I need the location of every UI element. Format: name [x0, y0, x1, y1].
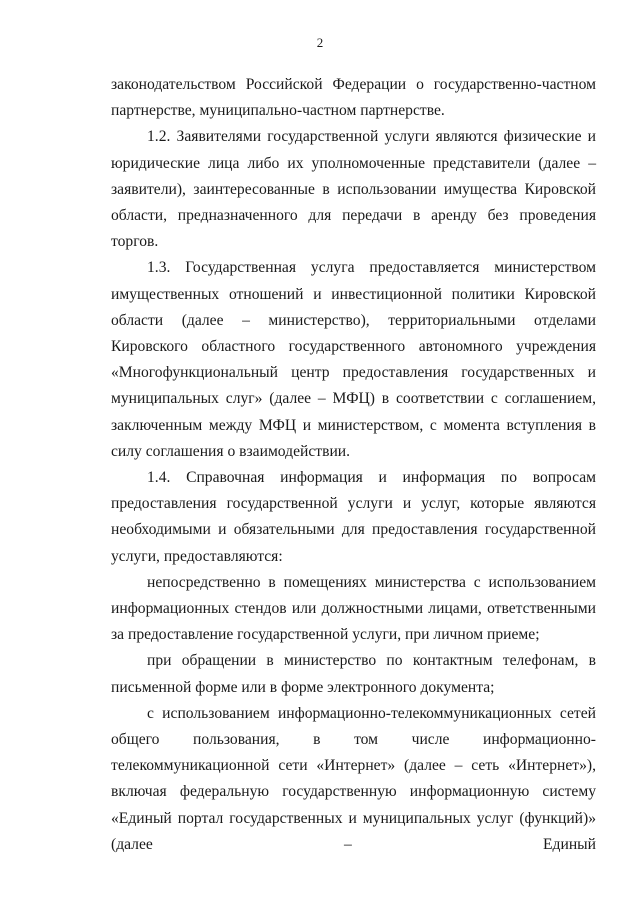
paragraph-continuation: законодательством Российской Федерации о государственно-частном партнерстве, муниципально-частном партнерстве.	[111, 76, 596, 120]
paragraph-1-4: 1.4. Справочная информация и информация по вопросам предоставления государственной услуги и услуг, которые являются необходимыми и обязательными для предоставления государственной услуги, предоставляются:	[111, 469, 596, 565]
document-body	[111, 72, 596, 858]
page-number: 2	[316, 35, 324, 50]
paragraph-internet: с использованием информационно-телекоммуникационных сетей общего пользования, в том числе информационно-телекоммуникационной сети «Интернет» (далее – сеть «Интернет»), включая федеральную государственную информационную систему «Единый портал государственных и муниципальных услуг (функций)» (далее – Единый	[111, 704, 596, 853]
paragraph-in-person: непосредственно в помещениях министерства с использованием информационных стендов или должностными лицами, ответственными за предоставление государственной услуги, при личном приеме;	[111, 573, 596, 644]
paragraph-by-phone: при обращении в министерство по контактным телефонам, в письменной форме или в форме электронного документа;	[111, 652, 596, 696]
paragraph-1-2: 1.2. Заявителями государственной услуги являются физические и юридические лица либо их уполномоченные представители (далее – заявители), заинтересованные в использовании имущества Кировской области, предназначенного для передачи в аренду без проведения торгов.	[111, 128, 596, 251]
paragraph-1-3: 1.3. Государственная услуга предоставляется министерством имущественных отношений и инвестиционной политики Кировской области (далее – министерство), территориальными отделами Кировского областного государственного автономного учреждения «Многофункциональный центр предоставления государственных и муниципальных слуг» (далее – МФЦ) в соответствии с соглашением, заключенным между МФЦ и министерством, с момента вступления в силу соглашения о взаимодействии.	[111, 259, 596, 460]
